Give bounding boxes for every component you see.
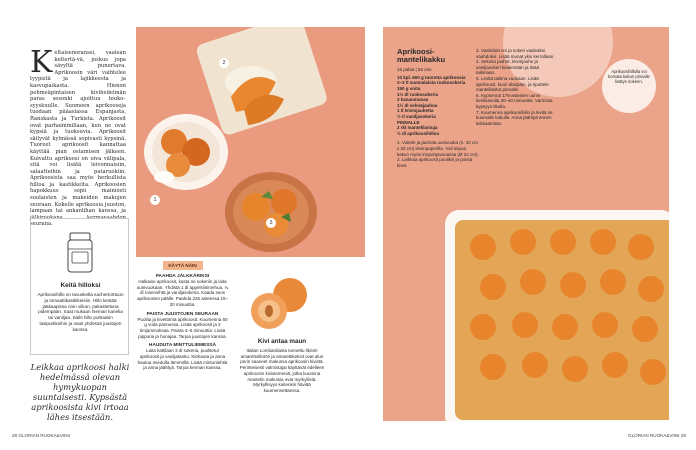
intro-article [30,45,126,228]
note-circle [602,59,656,113]
photo-number-2: 2 [219,58,229,68]
left-folio: 28 GLORIAN RUOKA&VIINI [12,433,70,438]
recipe-column [397,48,479,168]
recipe-steps-2: 3. Vaahdota voi ja sokeri vaaleaksi vaahdoksi. Lisää munat yksi kerrallaan. 4. Sekoita jauhot, leivinjauhe ja vaniljasokeri keskenään ja lisää taikinaan. 5. Levitä taikina vuokaan. Lisää aprikoosit, kuori alaspäin, ja ripottele mantelilastut pinnalle. 6. Kypsennä 175-asteisen uunin keskitasolla 30–40 minuuttia. Varmista kypsyys tikulla. 7. Kuumenna aprikoosihillo ja levitä se kuumalle kakulle. Anna jäähtyä ennen leikkaamista. [476,48,555,126]
jam-jar-icon [65,231,95,275]
usage-text-2: Puolita ja kivettömä aprikoosit. Kuumenna 50 g voita pannussa. Lisää aprikoosit ja 2 timjaminoksaa. Paista 4–5 minuuttia. Lisää pippuria ja hunajaa. Tarjoa juustojen kanssa. [137,316,228,339]
drop-cap: K [30,45,53,80]
pull-quote: Leikkaa aprikoosi halki hedelmässä olevan hymykuopan suuntaisesti. Kypsästä aprikoosista kivi irtoaa lähes itsestään. [30,362,130,422]
apricot-halves-illustration [245,273,315,333]
recipe-title: Aprikoosi-mantelikakku [397,47,446,65]
note-text: Aprikoosihillolla voi korvata kakun pinnalle lisätyn sokerin. [608,69,650,84]
right-folio: GLORIAN RUOKA&VIINI 29 [628,433,686,438]
usage-text-1: Halkaise aprikoosit, kasta ne sokeriin ja laita uunivuokaan. Yhdistä 1 dl appelsiinimehua, ¼ dl rosenvihtä ja vaniljasokeria. Kaada seos aprikoosien päälle. Paahda 225 asteessa 15–20 minuuttia. [136,279,229,307]
recipe-meta: 15 palaa | 55 min [397,66,432,72]
tip-box [30,218,129,355]
photo-number-1: 1 [150,195,160,205]
usage-tips [136,261,229,371]
usage-heading-3: HAUDUTA MINTTULIEMESSÄ [148,343,217,349]
tip-title: Keitä hilloksi [60,282,101,289]
tip-text: Aprikoosihillo on tavuskelta sachertorttuun ja tomaattikastikkeisiin. Hillo kestää jääkaapissa noin viikon, pakastettuna pidempään. Saat mukaan hieman kanelia tai vaniljaa. Säilö hillo puhtaisiin lasipurkkeihin ja nauti yhdessä juustojen kanssa. [37,292,124,332]
apricot-dishes-illustration [136,27,365,257]
usage-heading-1: PAAHDA JÄLKKÄRIKSI [155,274,210,279]
usage-text-3: Laita kattilaan 3 dl sokeria, puolitetut aprikoosit ja vaniljatanko. Kiehauta ja anna hautua miedolla lämmöllä. Lisää mintunlehtiä ja anna jäähtyä. Tarjoa kerman kanssa. [137,348,228,371]
photo-number-3: 3 [266,218,276,228]
apricot-dishes-photo [136,27,365,257]
kivi-text: Italian Lombardiasta tunnettu likööri amarettolikööri ja amarettikeksit ovat alun perin saaneet makunsa aprikoosin kivistä. Perinteisesti valmistajat käyttävät edelleen aprikoosin kivisiemeniä, jotka kuumina mantelin makuisia ovat myrkyllisiä. Myrkyllisyys kuitenkin häviää kuumennettaessa. [239,348,325,393]
usage-badge: KÄYTÄ NÄIN [163,261,203,270]
usage-heading-2: PAISTA JUUSTOJEN SEURAAN [146,311,219,317]
kivi-section [236,338,328,394]
intro-text: eltaisenoranssi, vaalean keltertä-vä, joskus jopa sävyltä punertava. Aprikoosin väri vaihtelee tyypistä ja lajikkeesta ja kasvupaikasta. Hienon pehmeäpintaisen kivihedelmän paras sesonki ajoittuu touko–syyskuulle. Suomeen aprikooseja tuodaan pääasiassa Espanjasta, Ranskasta ja Turkista. Aprikoosit ovat parhaimmillaan, kun ne ovat kypsiä ja tuoksuvia. Aprikoosit säilyvät kylmässä sopivasti kypsinä. Tuoreet aprikoosit kannattaa käyttää pian ostamisen jälkeen. Kuivattu aprikoosi on oiva välipala, sitä voi lisätä leivonnaisiin, salaatteihin ja pataruokiin. Aprikoosista saa myös herkullista hilloa ja kastikkeita. Aprikoosien hapokkuus sopii mainiosti suolaisten ja makeiden makujen seuraan. Kokeile aprikoosia juuston, lampaan tai ankanlihan kanssa, ja jälkiruokana kermavaahdon seurana. [30,50,126,228]
recipe-steps-1: 1. Voitele ja jauhota uunivuoka (n. 32 cm x 20 cm) leivinpaperilla. Voit leipoa kakun myös irtopohjavuoassa (Ø 22 cm). 2. Leikkaa aprikoosit puoliksi ja poista kivet. [397,140,479,168]
kivi-title: Kivi antaa maun [257,338,307,345]
ingredient-list: 10 kpl. 600 g tuoretta aprikoosia 2–3 tl suomalaista ruokosokeria 150 g voita 1½ dl ruokosokeria 2 kananmunaa 1½ dl vehnäjauhoa 1 tl leivinjauhetta ½ tl vaniljasokeria PINNALLE 2 rkl mantelilastuja ½ dl aprikoosihilloa [397,74,466,136]
